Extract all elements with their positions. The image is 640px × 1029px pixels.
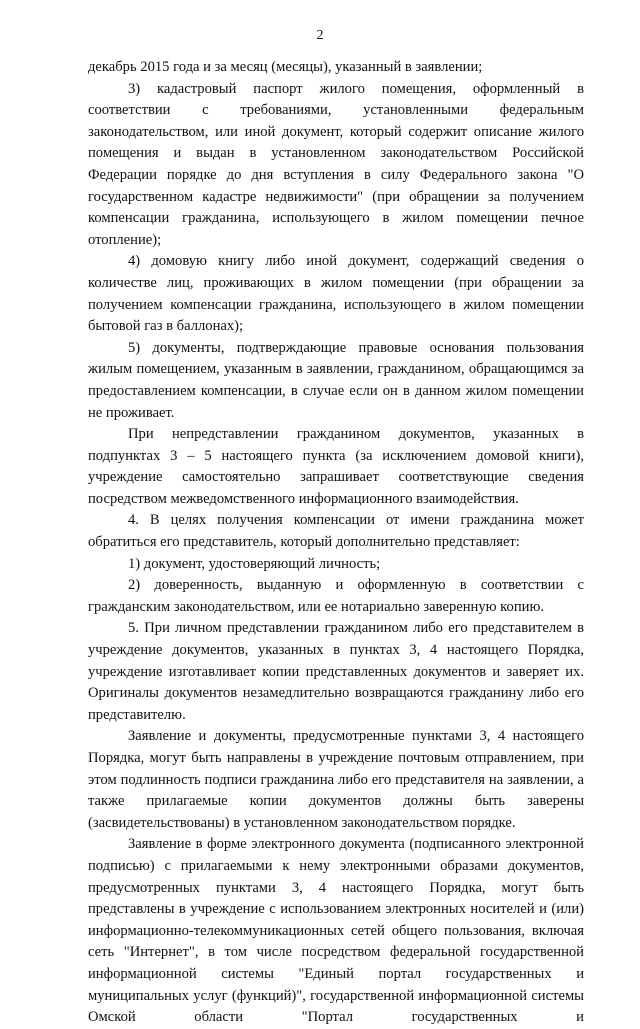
paragraph-item-3: 3) кадастровый паспорт жилого помещения, оформленный в соответствии с требованиями, установленными федеральным законодательством, или иной документ, который содержит описание жилого помещения и выдан в установленном законодательством Российской Федерации порядке до дня вступления в силу Федерального закона "О государственном кадастре недвижимости" (при обращении за получением компенсации гражданина, использующего в жилом помещении печное отопление); <box>88 80 584 248</box>
paragraph-item-5: 5) документы, подтверждающие правовые основания пользования жилым помещением, указанным в заявлении, гражданином, обращающимся за предоставлением компенсации, в случае если он в данном жилом помещении не проживает. <box>88 339 584 421</box>
paragraph-clause-4: 4. В целях получения компенсации от имени гражданина может обратиться его представитель, который дополнительно представляет: <box>88 512 584 551</box>
paragraph-postal-submission: Заявление и документы, предусмотренные пунктами 3, 4 настоящего Порядка, могут быть направлены в учреждение почтовым отправлением, при этом подлинность подписи гражданина либо его представителя на заявлении, а также прилагаемые копии документов должны быть заверены (засвидетельствованы) в установленном законодательством порядке. <box>88 728 584 831</box>
paragraph-electronic-submission: Заявление в форме электронного документа (подписанного электронной подписью) с прилагаемыми к нему электронными образами документов, предусмотренных пунктами 3, 4 настоящего Порядка, могут быть представлены в учреждение с использованием электронных носителей и (или) информационно-телекоммуникационных сетей общего пользования, включая сеть "Интернет", в том числе посредством федеральной государственной информационной системы "Единый портал государственных и муниципальных услуг (функций)", государственной информационной системы Омской области "Портал государственных и <box>88 836 584 1026</box>
paragraph-nonsubmission: При непредставлении гражданином документов, указанных в подпунктах 3 – 5 настоящего пункта (за исключением домовой книги), учреждение самостоятельно запрашивает соответствующие сведения посредством межведомственного информационного взаимодействия. <box>88 426 584 507</box>
paragraph-clause-4-item-2: 2) доверенность, выданную и оформленную в соответствии с гражданским законодательством, или ее нотариально заверенную копию. <box>88 577 584 615</box>
paragraph-clause-4-item-1: 1) документ, удостоверяющий личность; <box>128 555 381 572</box>
paragraph-clause-5: 5. При личном представлении гражданином либо его представителем в учреждение документов, указанных в пунктах 3, 4 настоящего Порядка, учреждение изготавливает копии представленных документов и заверяет их. Оригиналы документов незамедлительно возвращаются гражданину либо его представителю. <box>88 620 584 723</box>
page-number: 2 <box>316 28 324 43</box>
paragraph-continuation: декабрь 2015 года и за месяц (месяцы), указанный в заявлении; <box>88 59 483 75</box>
document-body <box>88 57 584 1029</box>
paragraph-item-4: 4) домовую книгу либо иной документ, содержащий сведения о количестве лиц, проживающих в жилом помещении (при обращении за получением компенсации гражданина, использующего в жилом помещении бытовой газ в баллонах); <box>88 253 584 335</box>
